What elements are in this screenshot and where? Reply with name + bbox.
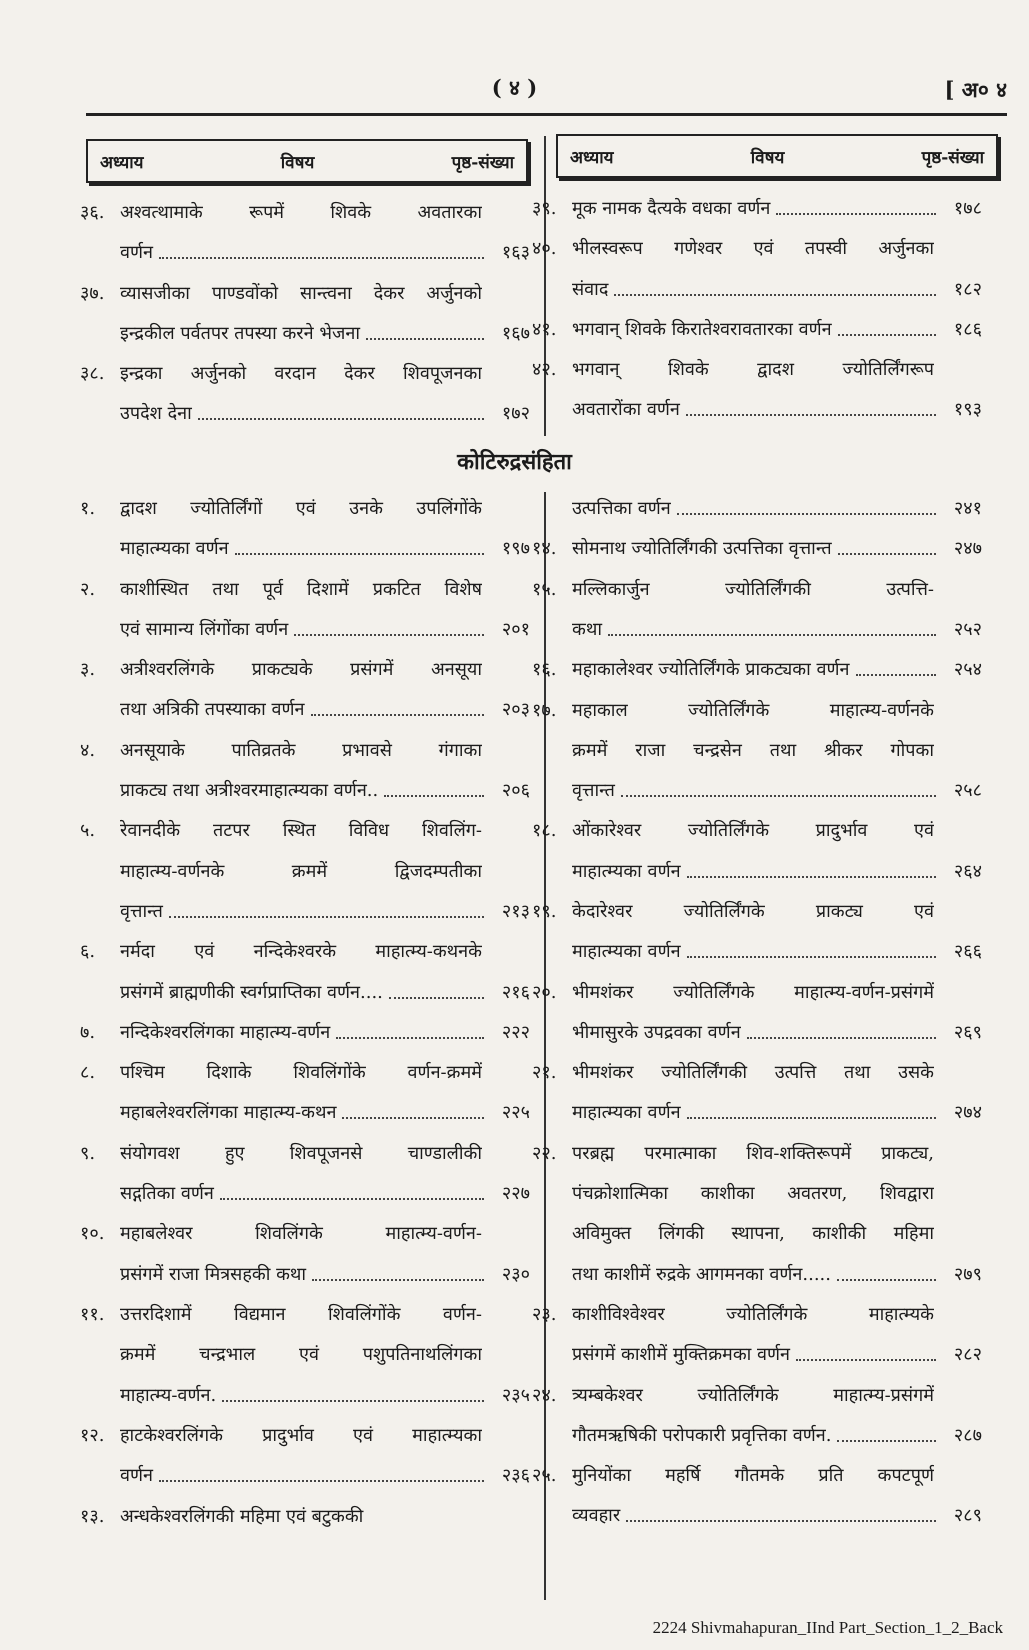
page-ref: २३० bbox=[501, 1263, 530, 1285]
chapter-number: २१. bbox=[532, 1062, 557, 1084]
chapter-title-text: मुनियोंका महर्षि गौतमके प्रति कपटपूर्ण bbox=[572, 1465, 934, 1487]
dot-leader bbox=[389, 997, 484, 999]
dot-leader bbox=[198, 418, 484, 420]
chapter-title-text: माहात्म्यका वर्णन bbox=[572, 1102, 681, 1124]
toc-entry-line bbox=[532, 1136, 982, 1172]
page-ref: २२२ bbox=[501, 1021, 530, 1043]
dot-leader bbox=[837, 1279, 936, 1281]
chapter-title-text: अनसूयाके पातिव्रतके प्रभावसे गंगाका bbox=[120, 739, 482, 761]
chapter-title-text: कथा bbox=[572, 618, 602, 640]
chapter-title-text: माहात्म्य-वर्णनके क्रममें द्विजदम्पतीका bbox=[120, 860, 482, 882]
page-ref: १९३ bbox=[953, 399, 982, 421]
toc-entry-line bbox=[80, 894, 530, 930]
chapter-number: ४. bbox=[80, 739, 96, 761]
chapter-title-text: मूक नामक दैत्यके वधका वर्णन bbox=[572, 198, 771, 219]
chapter-title-text: व्यासजीका पाण्डवोंको सान्त्वना देकर अर्जुनको bbox=[120, 282, 482, 304]
toc-entry-line bbox=[532, 975, 982, 1011]
chapter-title-text: प्रसंगमें ब्राह्मणीकी स्वर्गप्राप्तिका वर्णन.... bbox=[120, 981, 383, 1003]
toc-entry-line bbox=[80, 1418, 530, 1454]
dot-leader bbox=[235, 553, 484, 555]
chapter-title-text: द्वादश ज्योतिर्लिंगों एवं उनके उपलिंगोंके bbox=[120, 498, 482, 519]
toc-entry-line bbox=[532, 1015, 982, 1051]
dot-leader bbox=[687, 876, 936, 878]
page-number: ( ४ ) bbox=[491, 75, 538, 100]
toc-entry-line bbox=[80, 612, 530, 648]
chapter-number: ४२. bbox=[532, 359, 557, 381]
toc-entry-line bbox=[532, 1055, 982, 1091]
toc-entry-line bbox=[532, 1378, 982, 1414]
dot-leader bbox=[384, 795, 484, 797]
chapter-title-text: माहात्म्यका वर्णन bbox=[572, 860, 681, 882]
page-ref: १८२ bbox=[953, 278, 982, 300]
print-footer: 2224 Shivmahapuran_IInd Part_Section_1_2_Back bbox=[652, 1618, 1003, 1637]
toc-entry-line bbox=[532, 773, 982, 809]
chapter-title-text: पंचक्रोशात्मिका काशीका अवतरण, शिवद्वारा bbox=[572, 1183, 934, 1205]
page-ref: १९७ bbox=[501, 538, 530, 560]
page-ref: २५२ bbox=[953, 618, 982, 640]
toc-entry-line bbox=[532, 531, 982, 567]
page-ref: १७८ bbox=[953, 198, 982, 219]
chapter-title-text: मल्लिकार्जुन ज्योतिर्लिंगकी उत्पत्ति- bbox=[572, 578, 934, 600]
dot-leader bbox=[856, 674, 937, 676]
toc-entry-line bbox=[80, 975, 530, 1011]
dot-leader bbox=[159, 1480, 484, 1482]
chapter-title-text: काशीस्थित तथा पूर्व दिशामें प्रकटित विशेष bbox=[120, 578, 482, 600]
chapter-title-text: तथा अत्रिकी तपस्याका वर्णन bbox=[120, 699, 305, 721]
chapter-title-text: त्र्यम्बकेश्वर ज्योतिर्लिंगके माहात्म्य-प्रसंगमें bbox=[572, 1384, 934, 1406]
chapter-title-text: परब्रह्म परमात्माका शिव-शक्तिरूपमें प्राकट्य, bbox=[572, 1142, 934, 1164]
page-ref: २८९ bbox=[953, 1505, 982, 1527]
dot-leader bbox=[838, 553, 936, 555]
chapter-number: २२. bbox=[532, 1142, 557, 1164]
page-ref: १६७ bbox=[501, 322, 530, 344]
page-ref: २४१ bbox=[953, 498, 982, 519]
page-ref: २६६ bbox=[953, 941, 982, 963]
toc-entry-line bbox=[80, 316, 530, 352]
page-ref: २६४ bbox=[953, 860, 982, 882]
toc-entry-line bbox=[532, 352, 982, 388]
chapter-title-text: क्रममें चन्द्रभाल एवं पशुपतिनाथलिंगका bbox=[120, 1344, 482, 1366]
chapter-title-text: अवतारोंका वर्णन bbox=[572, 399, 680, 421]
chapter-title-text: माहात्म्यका वर्णन bbox=[120, 538, 229, 560]
dot-leader bbox=[336, 1037, 484, 1039]
toc-entry-line bbox=[80, 396, 530, 432]
chapter-number: २४. bbox=[532, 1384, 557, 1406]
chapter-number: १७. bbox=[532, 699, 557, 721]
page-heading: पृष्ठ-संख्या bbox=[451, 152, 514, 173]
toc-entry-line bbox=[80, 1176, 530, 1212]
page-ref: २०६ bbox=[501, 780, 530, 802]
toc-entry-line bbox=[532, 312, 982, 348]
dot-leader bbox=[312, 1279, 484, 1281]
toc-entry-line bbox=[532, 934, 982, 970]
dot-leader bbox=[169, 916, 484, 918]
toc-entry-line bbox=[532, 1257, 982, 1293]
right-column-header bbox=[556, 134, 998, 178]
dot-leader bbox=[626, 1520, 936, 1522]
chapter-number: ८. bbox=[80, 1062, 96, 1084]
chapter-number: १४. bbox=[532, 538, 557, 560]
page-ref: २८७ bbox=[953, 1424, 982, 1446]
dot-leader bbox=[687, 956, 936, 958]
dot-leader bbox=[776, 213, 936, 215]
chapter-title-text: पश्चिम दिशाके शिवलिंगोंके वर्णन-क्रममें bbox=[120, 1062, 482, 1084]
chapter-number: ३. bbox=[80, 659, 96, 681]
toc-entry-line bbox=[532, 491, 982, 527]
chapter-title-text: नर्मदा एवं नन्दिकेश्वरके माहात्म्य-कथनके bbox=[120, 941, 482, 963]
chapter-title-text: माहात्म्य-वर्णन. bbox=[120, 1384, 217, 1406]
page-ref: २७९ bbox=[953, 1263, 982, 1285]
dot-leader bbox=[220, 1198, 484, 1200]
chapter-number: ४०. bbox=[532, 238, 557, 260]
dot-leader bbox=[677, 513, 936, 515]
toc-entry-line bbox=[80, 356, 530, 392]
chapter-number: २५. bbox=[532, 1465, 557, 1487]
chapter-title-text: भगवान् शिवके किरातेश्वरावतारका वर्णन bbox=[572, 318, 832, 340]
toc-entry-line bbox=[80, 1337, 530, 1373]
toc-entry-line bbox=[532, 854, 982, 890]
chapter-number: १९. bbox=[532, 901, 557, 922]
toc-entry-line bbox=[80, 1095, 530, 1131]
chapter-title-text: महाबलेश्वरलिंगका माहात्म्य-कथन bbox=[120, 1102, 337, 1124]
chapter-title-text: क्रममें राजा चन्द्रसेन तथा श्रीकर गोपका bbox=[572, 739, 934, 761]
toc-entry-line bbox=[532, 572, 982, 608]
subject-heading: विषय bbox=[750, 147, 785, 168]
chapter-number: ४१. bbox=[532, 318, 557, 340]
chapter-number: ३९. bbox=[532, 198, 557, 219]
toc-entry-line bbox=[532, 813, 982, 849]
chapter-number: ११. bbox=[80, 1304, 105, 1325]
chapter-heading: अध्याय bbox=[570, 147, 614, 168]
dot-leader bbox=[837, 1440, 936, 1442]
toc-entry-line bbox=[532, 1498, 982, 1534]
chapter-title-text: महाबलेश्वर शिवलिंगके माहात्म्य-वर्णन- bbox=[120, 1223, 482, 1245]
toc-entry-line bbox=[80, 733, 530, 769]
chapter-title-text: व्यवहार bbox=[572, 1505, 621, 1527]
dot-leader bbox=[796, 1359, 936, 1361]
chapter-title-text: इन्द्रका अर्जुनको वरदान देकर शिवपूजनका bbox=[120, 363, 482, 385]
toc-entry-line bbox=[80, 1378, 530, 1414]
chapter-title-text: भीमशंकर ज्योतिर्लिंगके माहात्म्य-वर्णन-प्रसंगमें bbox=[572, 981, 934, 1003]
chapter-title-text: अन्धकेश्वरलिंगकी महिमा एवं बटुककी bbox=[120, 1505, 364, 1527]
page-ref: १७२ bbox=[501, 403, 530, 425]
chapter-title-text: भगवान् शिवके द्वादश ज्योतिर्लिंगरूप bbox=[572, 359, 934, 381]
chapter-title-text: उपदेश देना bbox=[120, 403, 192, 425]
dot-leader bbox=[687, 1117, 936, 1119]
toc-entry-line bbox=[532, 1337, 982, 1373]
chapter-title-text: प्रसंगमें राजा मित्रसहकी कथा bbox=[120, 1263, 307, 1285]
toc-entry-line bbox=[532, 231, 982, 267]
chapter-title-text: नन्दिकेश्वरलिंगका माहात्म्य-वर्णन bbox=[120, 1021, 331, 1043]
chapter-title-text: संवाद bbox=[572, 278, 609, 300]
toc-entry-line bbox=[80, 854, 530, 890]
page-ref: २०१ bbox=[501, 618, 530, 640]
chapter-number: ३७. bbox=[80, 282, 105, 304]
chapter-number: १०. bbox=[80, 1223, 105, 1245]
page-ref: २८२ bbox=[953, 1344, 982, 1366]
chapter-title-text: वृत्तान्त bbox=[120, 900, 163, 922]
chapter-title-text: उत्तरदिशामें विद्यमान शिवलिंगोंके वर्णन- bbox=[120, 1304, 482, 1325]
dot-leader bbox=[342, 1117, 484, 1119]
chapter-title-text: प्राकट्य तथा अत्रीश्वरमाहात्म्यका वर्णन.. bbox=[120, 780, 379, 802]
page-ref: १६३ bbox=[501, 242, 530, 264]
toc-entry-line bbox=[532, 693, 982, 729]
chapter-number: २०. bbox=[532, 981, 557, 1003]
page-ref: २३६ bbox=[501, 1465, 530, 1487]
chapter-title-text: ओंकारेश्वर ज्योतिर्लिंगके प्रादुर्भाव एवं bbox=[572, 820, 934, 842]
dot-leader bbox=[747, 1037, 936, 1039]
toc-entry-line bbox=[80, 1297, 530, 1333]
page-ref: २६९ bbox=[953, 1021, 982, 1043]
dot-leader bbox=[311, 714, 484, 716]
chapter-number: १८. bbox=[532, 820, 557, 842]
chapter-title-text: संयोगवश हुए शिवपूजनसे चाण्डालीकी bbox=[120, 1142, 482, 1164]
chapter-title-text: रेवानदीके तटपर स्थित विविध शिवलिंग- bbox=[120, 820, 482, 842]
chapter-title-text: महाकालेश्वर ज्योतिर्लिंगके प्राकट्यका वर्णन bbox=[572, 659, 850, 681]
chapter-number: ९. bbox=[80, 1142, 96, 1164]
dot-leader bbox=[838, 334, 936, 336]
toc-entry-line bbox=[80, 1216, 530, 1252]
chapter-title-text: वृत्तान्त bbox=[572, 780, 615, 802]
toc-entry-line bbox=[532, 733, 982, 769]
toc-entry-line bbox=[80, 1499, 530, 1535]
chapter-title-text: भीमासुरके उपद्रवका वर्णन bbox=[572, 1021, 741, 1043]
page-ref: २१३ bbox=[501, 900, 530, 922]
chapter-number: २३. bbox=[532, 1304, 557, 1325]
chapter-title-text: अश्वत्थामाके रूपमें शिवके अवतारका bbox=[120, 202, 482, 223]
toc-entry-line bbox=[80, 934, 530, 970]
toc-entry-line bbox=[532, 191, 982, 227]
chapter-title-text: अत्रीश्वरलिंगके प्राकट्यके प्रसंगमें अनसूया bbox=[120, 659, 482, 681]
chapter-title-text: महाकाल ज्योतिर्लिंगके माहात्म्य-वर्णनके bbox=[572, 699, 934, 721]
chapter-title-text: इन्द्रकील पर्वतपर तपस्या करने भेजना bbox=[120, 322, 361, 344]
subject-heading: विषय bbox=[280, 152, 315, 173]
chapter-title-text: माहात्म्यका वर्णन bbox=[572, 941, 681, 963]
chapter-number: ६. bbox=[80, 941, 96, 963]
chapter-number: २. bbox=[80, 578, 96, 600]
toc-entry-line bbox=[80, 813, 530, 849]
page-ref: २२७ bbox=[501, 1183, 530, 1205]
chapter-number: ३६. bbox=[80, 202, 105, 223]
page-ref: २७४ bbox=[953, 1102, 982, 1124]
toc-entry-line bbox=[532, 1297, 982, 1333]
chapter-title-text: अविमुक्त लिंगकी स्थापना, काशीकी महिमा bbox=[572, 1223, 934, 1245]
toc-entry-line bbox=[532, 272, 982, 308]
chapter-title-text: वर्णन bbox=[120, 242, 154, 264]
toc-entry-line bbox=[80, 531, 530, 567]
chapter-title-text: वर्णन bbox=[120, 1465, 154, 1487]
toc-entry-line bbox=[80, 1458, 530, 1494]
dot-leader bbox=[222, 1400, 484, 1402]
page-ref: २४७ bbox=[953, 538, 982, 560]
toc-entry-line bbox=[80, 1257, 530, 1293]
dot-leader bbox=[686, 414, 936, 416]
toc-entry-line bbox=[532, 1216, 982, 1252]
toc-entry-line bbox=[532, 894, 982, 930]
section-reference: [ अ० ४ bbox=[944, 77, 1007, 102]
toc-entry-line bbox=[80, 692, 530, 728]
page-ref: २१६ bbox=[501, 981, 530, 1003]
dot-leader bbox=[294, 634, 484, 636]
chapter-title-text: उत्पत्तिका वर्णन bbox=[572, 498, 671, 519]
dot-leader bbox=[608, 634, 936, 636]
chapter-title-text: केदारेश्वर ज्योतिर्लिंगके प्राकट्य एवं bbox=[572, 901, 934, 922]
dot-leader bbox=[621, 795, 936, 797]
chapter-number: ७. bbox=[80, 1021, 96, 1043]
header-rule bbox=[86, 113, 1007, 116]
toc-entry-line bbox=[532, 652, 982, 688]
chapter-title-text: भीमशंकर ज्योतिर्लिंगकी उत्पत्ति तथा उसके bbox=[572, 1062, 934, 1084]
dot-leader bbox=[159, 257, 484, 259]
page-ref: २२५ bbox=[501, 1102, 530, 1124]
toc-entry-line bbox=[80, 195, 530, 231]
chapter-number: १३. bbox=[80, 1505, 105, 1527]
chapter-title-text: सोमनाथ ज्योतिर्लिंगकी उत्पत्तिका वृत्तान्त bbox=[572, 538, 832, 560]
chapter-title-text: गौतमऋषिकी परोपकारी प्रवृत्तिका वर्णन. bbox=[572, 1424, 832, 1446]
toc-entry-line bbox=[80, 276, 530, 312]
toc-entry-line bbox=[80, 773, 530, 809]
toc-entry-line bbox=[80, 491, 530, 527]
dot-leader bbox=[366, 338, 484, 340]
chapter-number: ३८. bbox=[80, 363, 105, 385]
chapter-title-text: एवं सामान्य लिंगोंका वर्णन bbox=[120, 618, 289, 640]
chapter-title-text: हाटकेश्वरलिंगके प्रादुर्भाव एवं माहात्म्यका bbox=[120, 1424, 482, 1446]
toc-entry-line bbox=[532, 1176, 982, 1212]
page-ref: १८६ bbox=[953, 318, 982, 340]
chapter-heading: अध्याय bbox=[100, 152, 144, 173]
chapter-number: ५. bbox=[80, 820, 96, 842]
chapter-number: १६. bbox=[532, 659, 557, 681]
chapter-title-text: सद्गतिका वर्णन bbox=[120, 1183, 214, 1205]
chapter-title-text: काशीविश्वेश्वर ज्योतिर्लिंगके माहात्म्यके bbox=[572, 1304, 934, 1325]
chapter-title-text: भीलस्वरूप गणेश्वर एवं तपस्वी अर्जुनका bbox=[572, 238, 934, 260]
page-ref: २५४ bbox=[953, 659, 982, 681]
toc-entry-line bbox=[80, 1055, 530, 1091]
chapter-number: १. bbox=[80, 498, 96, 519]
toc-entry-line bbox=[80, 1136, 530, 1172]
page-ref: २०३ bbox=[501, 699, 530, 721]
toc-entry-line bbox=[532, 392, 982, 428]
toc-entry-line bbox=[80, 572, 530, 608]
toc-entry-line bbox=[532, 1095, 982, 1131]
chapter-title-text: तथा काशीमें रुद्रके आगमनका वर्णन..... bbox=[572, 1263, 831, 1285]
section-title: कोटिरुद्रसंहिता bbox=[457, 449, 572, 475]
toc-entry-line bbox=[80, 1015, 530, 1051]
toc-entry-line bbox=[80, 652, 530, 688]
toc-entry-line bbox=[532, 1418, 982, 1454]
toc-entry-line bbox=[532, 612, 982, 648]
toc-entry-line bbox=[80, 235, 530, 271]
chapter-number: १२. bbox=[80, 1424, 105, 1446]
chapter-number: १५. bbox=[532, 578, 557, 600]
toc-entry-line bbox=[532, 1458, 982, 1494]
dot-leader bbox=[614, 294, 936, 296]
page-ref: २३५ bbox=[501, 1384, 530, 1406]
chapter-title-text: प्रसंगमें काशीमें मुक्तिक्रमका वर्णन bbox=[572, 1344, 791, 1366]
page-ref: २५८ bbox=[953, 780, 982, 802]
page-heading: पृष्ठ-संख्या bbox=[921, 147, 984, 168]
left-column-header bbox=[86, 139, 528, 183]
